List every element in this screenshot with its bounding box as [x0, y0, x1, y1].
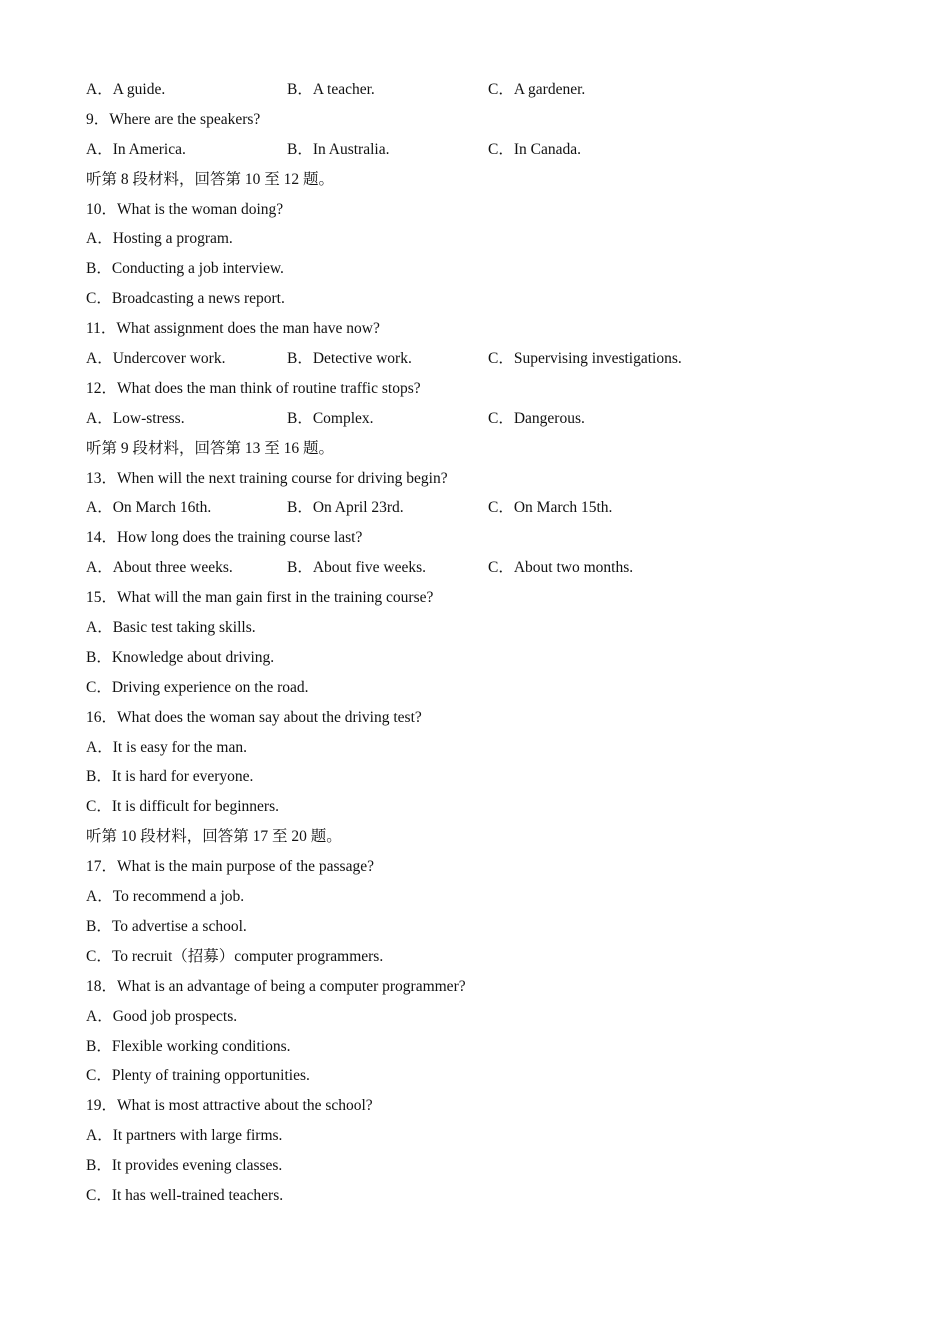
answer-option: C．A gardener. [488, 81, 586, 98]
answer-option: B．It is hard for everyone. [86, 768, 254, 786]
answer-option: B．In Australia. [287, 140, 390, 158]
answer-option: C．To recruit（招募）computer programmers. [86, 947, 384, 965]
answer-option: C．Driving experience on the road. [86, 678, 309, 696]
answer-option: A．It is easy for the man. [86, 738, 247, 756]
answer-option: A．On March 16th. [86, 499, 212, 517]
section-instruction: 听第 9 段材料，回答第 13 至 16 题。 [86, 439, 335, 457]
answer-option: A．Basic test taking skills. [86, 619, 256, 637]
answer-option: A．Good job prospects. [86, 1007, 238, 1025]
answer-option: B．Knowledge about driving. [86, 648, 275, 666]
answer-option: C．It has well-trained teachers. [86, 1186, 284, 1204]
answer-option: B．Conducting a job interview. [86, 260, 284, 278]
section-instruction: 听第 10 段材料，回答第 17 至 20 题。 [86, 828, 342, 846]
answer-option: A．It partners with large firms. [86, 1127, 283, 1145]
question-line: 18．What is an advantage of being a computer programmer? [86, 977, 466, 995]
answer-option: B．Flexible working conditions. [86, 1037, 291, 1055]
option-row [86, 553, 886, 583]
answer-option: C．About two months. [488, 559, 634, 577]
answer-option: B．A teacher. [287, 81, 375, 98]
question-line: 12．What does the man think of routine traffic stops? [86, 379, 421, 397]
answer-option: B．About five weeks. [287, 559, 427, 577]
question-line: 17．What is the main purpose of the passage? [86, 858, 374, 876]
answer-option: C．It is difficult for beginners. [86, 798, 280, 816]
answer-option: B．To advertise a school. [86, 917, 247, 935]
option-row [86, 493, 886, 523]
question-line: 10．What is the woman doing? [86, 200, 284, 218]
answer-option: B．On April 23rd. [287, 499, 404, 517]
exam-page [86, 75, 886, 1211]
answer-option: C．Plenty of training opportunities. [86, 1067, 310, 1085]
option-row [86, 135, 886, 165]
answer-option: A．To recommend a job. [86, 888, 245, 906]
question-line: 11．What assignment does the man have now? [86, 320, 380, 338]
section-instruction: 听第 8 段材料，回答第 10 至 12 题。 [86, 170, 335, 188]
answer-option: C．On March 15th. [488, 499, 613, 517]
question-line: 15．What will the man gain first in the training course? [86, 589, 434, 607]
answer-option: A．Undercover work. [86, 350, 226, 368]
question-line: 14．How long does the training course last? [86, 529, 363, 547]
option-row [86, 404, 886, 434]
answer-option: B．Detective work. [287, 350, 412, 368]
answer-option: A．About three weeks. [86, 559, 233, 577]
answer-option: C．Broadcasting a news report. [86, 290, 285, 308]
answer-option: A．Hosting a program. [86, 230, 233, 248]
answer-option: B．It provides evening classes. [86, 1157, 283, 1175]
answer-option: C．Dangerous. [488, 409, 585, 427]
option-row [86, 344, 886, 374]
question-line: 13．When will the next training course for driving begin? [86, 469, 448, 487]
answer-option: B．Complex. [287, 409, 374, 427]
question-line: 19．What is most attractive about the school? [86, 1097, 373, 1115]
answer-option: A．Low-stress. [86, 409, 185, 427]
answer-option: A．A guide. [86, 81, 166, 98]
answer-option: C．In Canada. [488, 140, 581, 158]
answer-option: A．In America. [86, 140, 186, 158]
answer-option: C．Supervising investigations. [488, 350, 682, 368]
question-line: 9．Where are the speakers? [86, 110, 261, 128]
question-line: 16．What does the woman say about the driving test? [86, 708, 422, 726]
option-row [86, 75, 886, 105]
